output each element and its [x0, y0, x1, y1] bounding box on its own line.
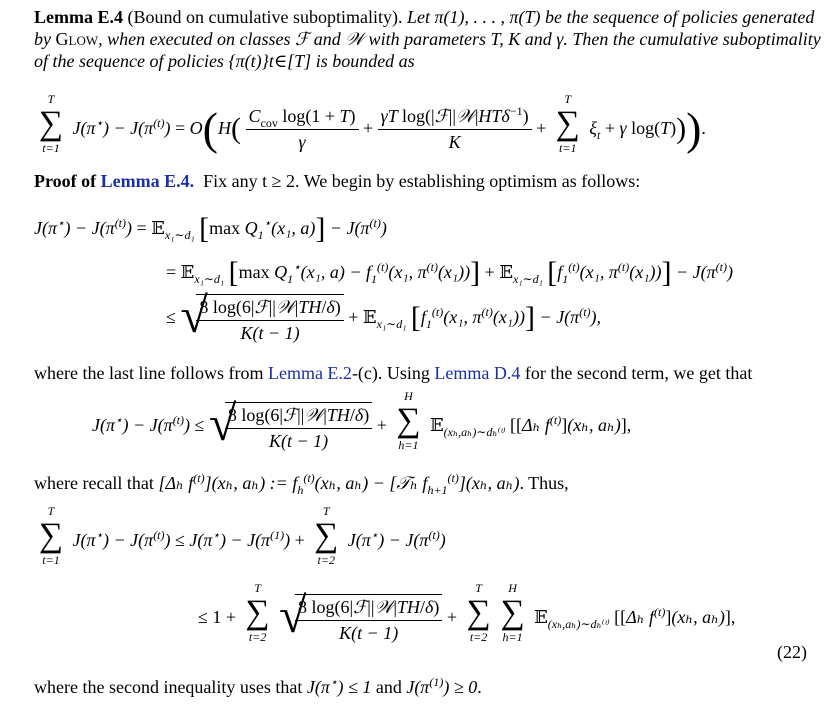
proof-intro [34, 170, 834, 192]
lemma-label: Lemma E.4 [34, 7, 123, 27]
lemma-statement-line1: Let π(1), . . . , π(T) be the sequence of policies [406, 7, 738, 27]
proof-intro-text: Fix any t ≥ 2. We begin by establishing optimism as follows: [203, 171, 641, 191]
cumulative-line-1: T ∑ t=1 $J(\pi^⋆) - J(\pi^{(t)}) \le J(\pi^⋆) - J(\pi^{(1)})$ + T ∑ t=2 $J(\pi^⋆) - J(\pi^{(t)})$ [38, 504, 446, 567]
paragraph-recall [34, 472, 834, 496]
para1-pre: where the last line follows from [34, 363, 264, 383]
lemma-title: (Bound on cumulative suboptimality). [127, 7, 403, 27]
lemma-e2-link[interactable]: Lemma E.2 [267, 363, 352, 383]
lemma-d4-link[interactable]: Lemma D.4 [434, 363, 521, 383]
para2-post: . Thus, [519, 473, 569, 493]
inequality-lower: $J(\pi^{(1)}) \ge 0$ [406, 675, 478, 697]
para2-pre: where recall that [34, 473, 154, 493]
equation-number: (22) [777, 642, 807, 662]
bound-equation: $J(\pi^⋆) - J(\pi^{(t)})$ ≤ √ $\frac{\text{8 log(6|ℱ||𝒲|TH/δ)}}{K(t - 1)}$ + H ∑ h=1 𝔼$_{(x_h,a_h)\sim d_h^(ᵗ^)}$ [[Δₕ $f^{(t)}](x_h$, aₕ)], [92, 389, 632, 453]
optimism-line-2: = 𝔼$_{x_1\sim d_1}$ [max $Q_1^⋆(x_1$, $a) - f_1^{(t)}(x_1$, $\pi^{(t)}(x_1)$)] + 𝔼$_{x_1\sim d_1}$ [$f_1^{(t)}(x_1$, $\pi^{(t)}(x_1))] - J(\pi^{(t)})$ [166, 256, 733, 289]
lemma-statement-line2b: , when executed on classes ℱ and 𝒲 with parameters T, K and γ. Then the [98, 29, 635, 49]
inequality-upper: J(π⋆) ≤ 1 [306, 675, 372, 697]
lemma-equation: T ∑ t=1 $J(\pi^⋆) - J(\pi^{(t)}) = O(H$( $\frac{C_{cov} \log(1 + T)}{\gamma}$ + $\frac{\gamma T \log(|ℱ||𝒲|HT\delta^{-1})}{K}$ + T ∑ t=1 $\xi_t + \gamma$ log(T))). [38, 92, 706, 155]
cumulative-line-2: ≤ 1 + T ∑ t=2 √ $\frac{\text{8 log(6|ℱ||𝒲|TH/δ)}}{K(t - 1)}$ + T ∑ t=2 H ∑ h=1 𝔼$_{(x_h,a_h)\sim d_h^(ᵗ^)}$ [[Δₕ $f^{(t)}](x_h$, aₕ)], [198, 581, 736, 645]
optimism-line-3: ≤ √ $\frac{\text{8 log(6|ℱ||𝒲|TH/δ)}}{K(t - 1)}$ + 𝔼$_{x_1\sim d_1}$ [$f_1^{(t)}(x_1$, $\pi^{(t)}(x_1))] - J(\pi^{(t)})$, [166, 287, 602, 343]
lemma-statement-line3: cumulative suboptimality of the sequence of policies {π(t)}t∈[T] is bounded as [34, 29, 821, 71]
para3-post: . [477, 677, 482, 697]
proof-label: Proof of [34, 171, 97, 191]
lemma-statement-line2a: generated by [34, 7, 815, 49]
paragraph-second-inequality [34, 676, 834, 700]
para1-post: for the second term, we get that [524, 363, 753, 383]
optimism-line-1: $J(\pi^⋆) - J(\pi^{(t)})$ = 𝔼$_{x_1\sim d_1}$ [max $Q_1^⋆(x_1$, $a)] - J(\pi^{(t)})$ [34, 212, 387, 245]
glow-algorithm-name: Glow [55, 29, 99, 49]
lemma-statement [34, 6, 834, 72]
paragraph-lemma-refs [34, 362, 834, 384]
para1-mid: -(c). Using [351, 363, 430, 383]
recall-definition: [Δₕ $f^{(t)}](x_h$, aₕ) := $f_h^{(t)}(x_h$, aₕ) − [𝒯ₕ $f_{h+1}^{(t)}](x_h$, aₕ) [158, 471, 520, 497]
proof-lemma-link[interactable]: Lemma E.4. [100, 171, 195, 191]
para3-pre: where the second inequality uses that [34, 677, 303, 697]
para3-mid: and [375, 677, 402, 697]
